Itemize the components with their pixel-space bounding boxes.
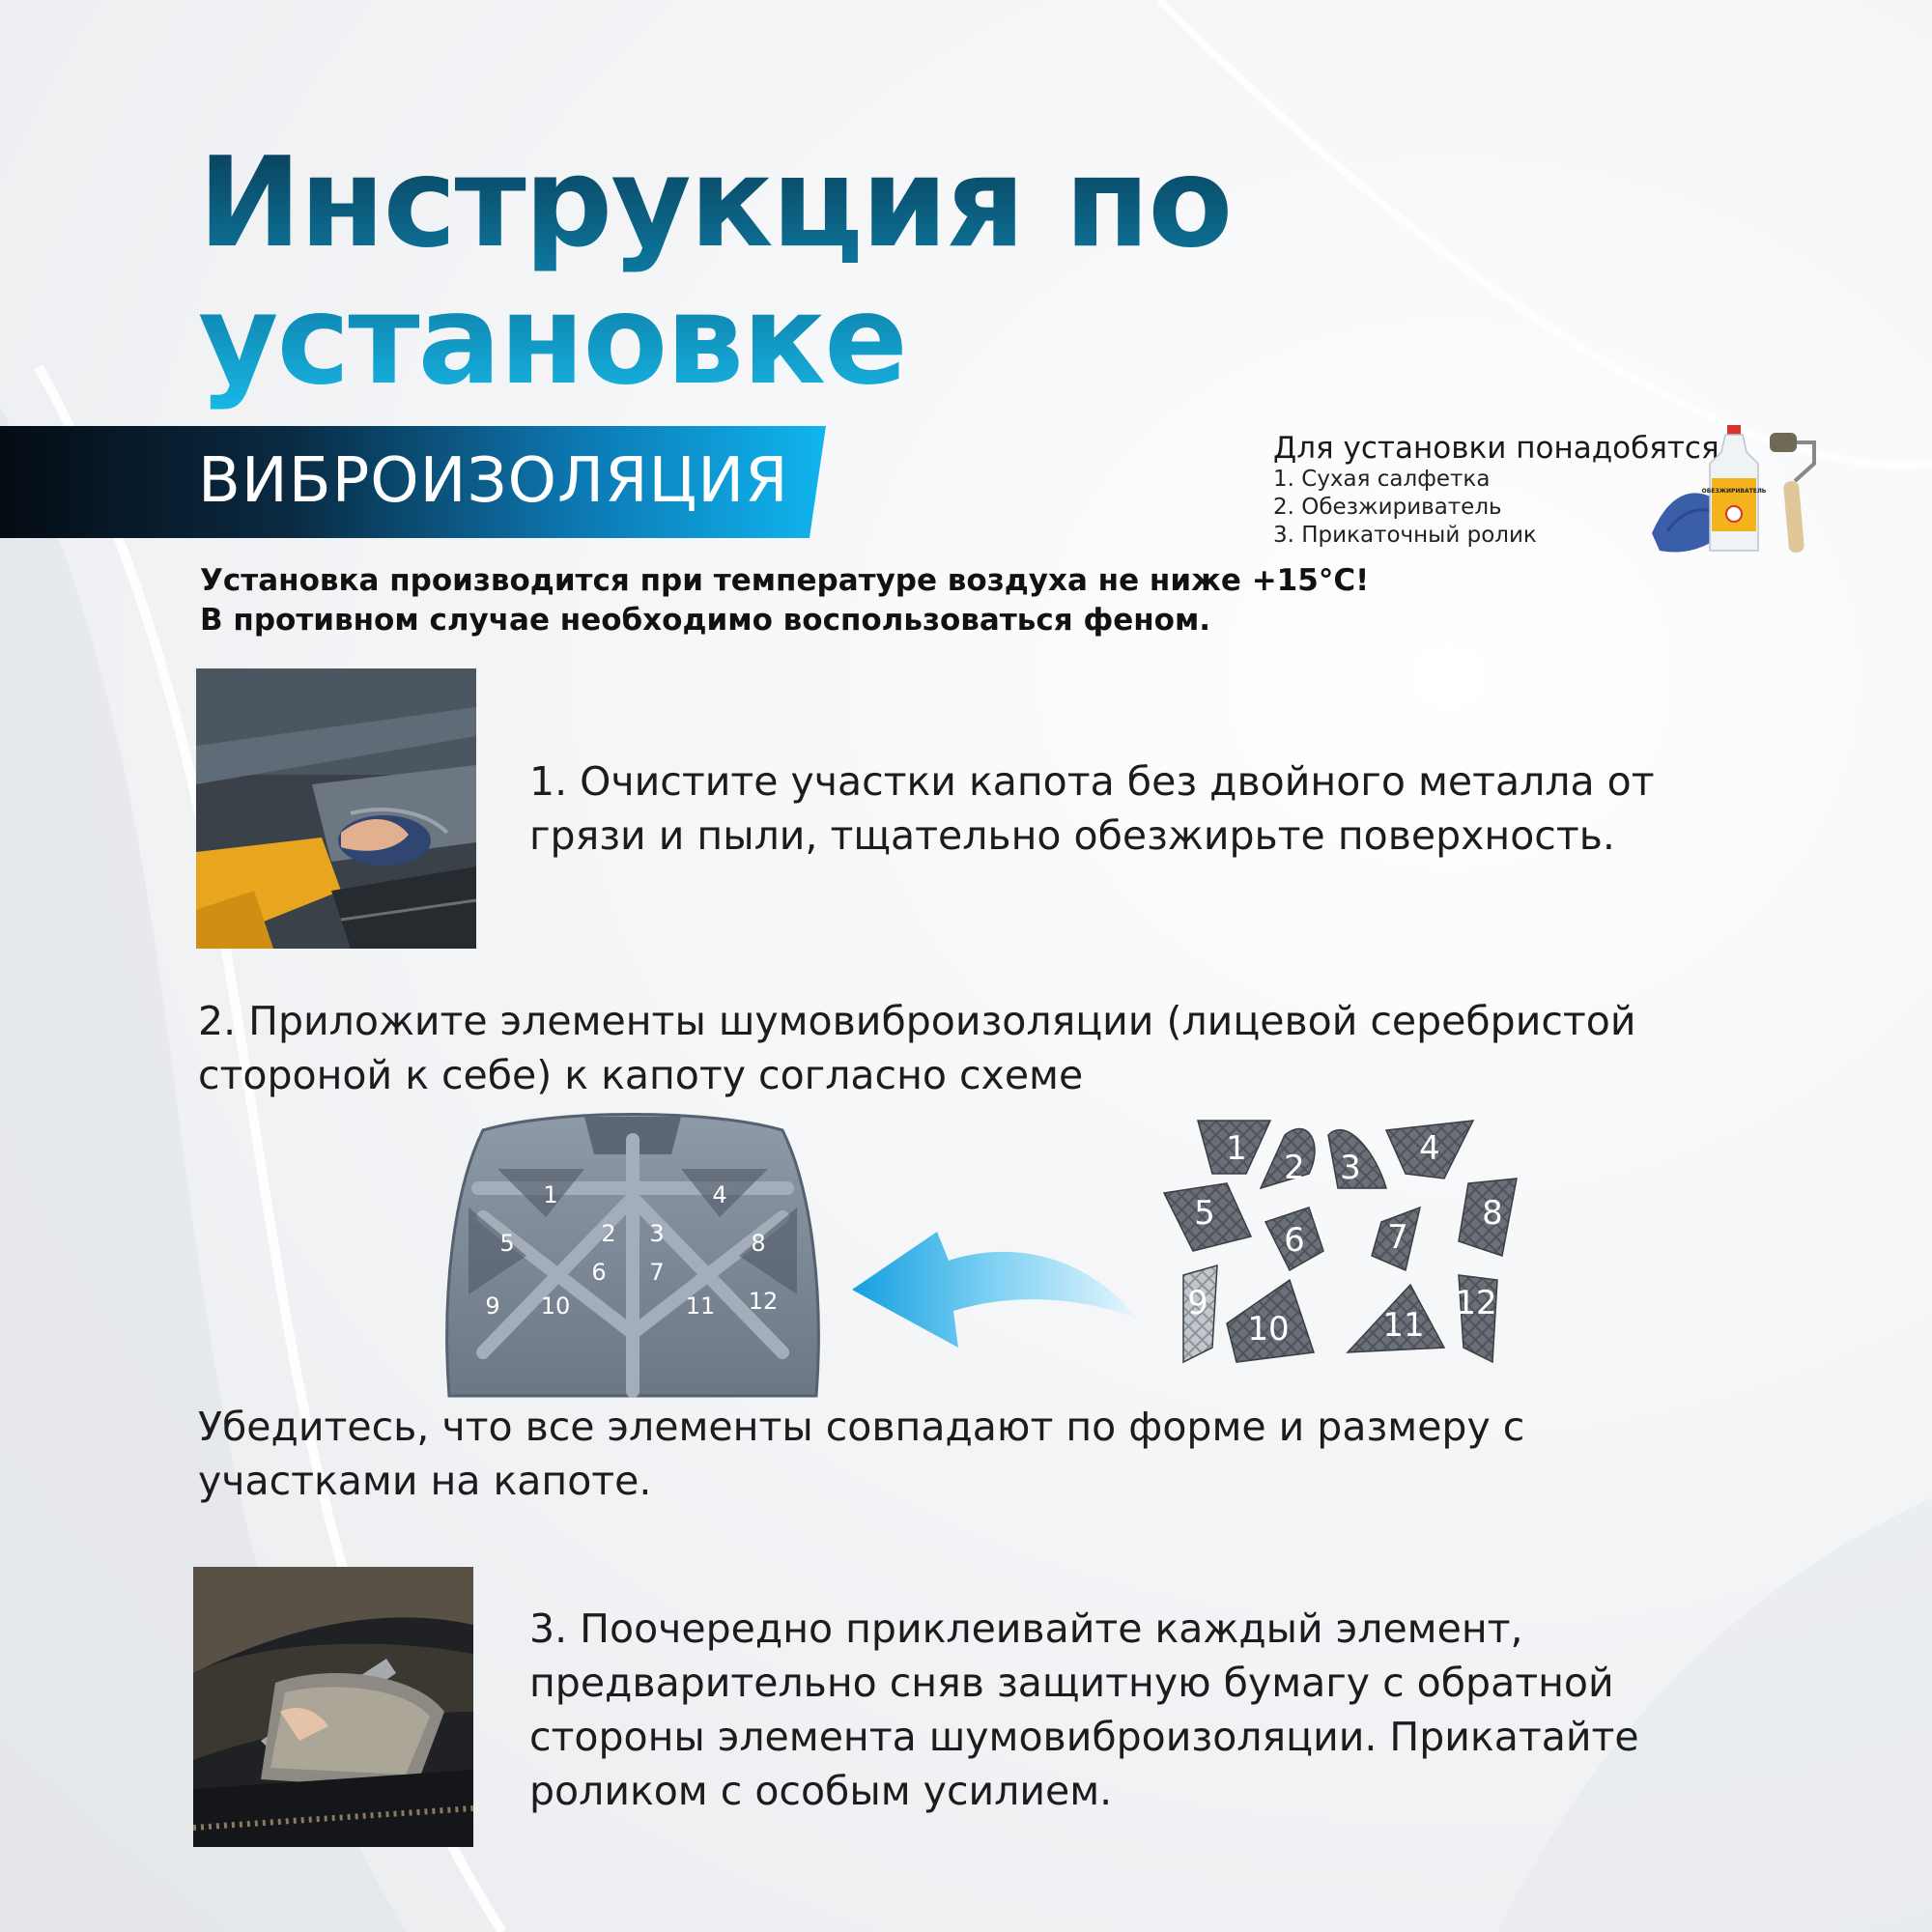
hood-zone-number: 6 [591,1259,607,1286]
piece-number: 7 [1387,1218,1408,1257]
piece-number: 10 [1247,1310,1290,1349]
hood-zone-number: 4 [712,1181,727,1208]
step3-line-4: роликом с особым усилием. [529,1768,1113,1814]
step2-line-2: стороной к себе) к капоту согласно схеме [198,1052,1084,1098]
hood-zone-number: 7 [649,1259,665,1286]
arrow-left-icon [842,1203,1142,1348]
requirement-item: 3. Прикаточный ролик [1273,523,1537,548]
hood-zone-number: 9 [485,1293,500,1320]
requirement-item: 2. Обезжириватель [1273,495,1502,520]
hood-zone-number: 2 [601,1220,616,1247]
hood-diagram [440,1111,826,1406]
warning-line-2: В противном случае необходимо воспользоваться феном. [200,603,1211,638]
section-banner-label: ВИБРОИЗОЛЯЦИЯ [198,445,789,517]
title-line-2: установке [198,269,906,412]
requirements-title: Для установки понадобятся [1273,431,1719,466]
step1-line-2: грязи и пыли, тщательно обезжирьте поверхность. [529,812,1615,859]
step3-photo [193,1567,473,1847]
piece-number: 8 [1482,1194,1503,1233]
step3-text [529,1602,1639,1818]
step1-photo [196,668,476,949]
piece-number: 2 [1284,1149,1305,1187]
tools-image [1650,425,1824,560]
step3-line-1: 3. Поочередно приклеивайте каждый элемент, [529,1605,1523,1652]
step3-line-3: стороны элемента шумовиброизоляции. Прикатайте [529,1714,1639,1760]
piece-number: 4 [1419,1129,1440,1168]
hood-zone-number: 5 [499,1230,515,1257]
piece-number: 5 [1194,1194,1215,1233]
hood-zone-number: 8 [751,1230,766,1257]
step1-text [529,754,1655,863]
step2-line-1: 2. Приложите элементы шумовиброизоляции (лицевой серебристой [198,998,1636,1044]
step3-line-2: предварительно сняв защитную бумагу с обратной [529,1660,1614,1706]
hood-zone-number: 11 [685,1293,716,1320]
check-line-2: участками на капоте. [198,1458,652,1504]
step1-line-1: 1. Очистите участки капота без двойного металла от [529,758,1655,805]
hood-zone-number: 12 [748,1288,779,1315]
bottle-icon [1702,425,1767,551]
piece-number: 3 [1340,1149,1361,1187]
title-line-1: Инструкция по [198,131,1232,275]
pieces-diagram [1154,1116,1594,1377]
check-text [198,1400,1524,1508]
piece-number: 12 [1455,1284,1497,1322]
step2-text [198,994,1636,1102]
requirement-item: 1. Сухая салфетка [1273,467,1491,492]
piece-number: 9 [1187,1284,1208,1322]
piece-number: 1 [1226,1129,1247,1168]
temperature-warning [200,561,1369,640]
warning-line-1: Установка производится при температуре воздуха не ниже +15°С! [200,563,1370,598]
check-line-1: Убедитесь, что все элементы совпадают по форме и размеру с [198,1404,1525,1450]
roller-icon [1770,433,1814,554]
hood-zone-number: 10 [540,1293,571,1320]
piece-number: 11 [1382,1306,1425,1345]
hood-zone-number: 3 [649,1220,665,1247]
bottle-label: ОБЕЗЖИРИВАТЕЛЬ [1701,488,1767,495]
hood-zone-number: 1 [543,1181,558,1208]
piece-number: 6 [1284,1221,1305,1260]
page-title [198,131,1232,412]
